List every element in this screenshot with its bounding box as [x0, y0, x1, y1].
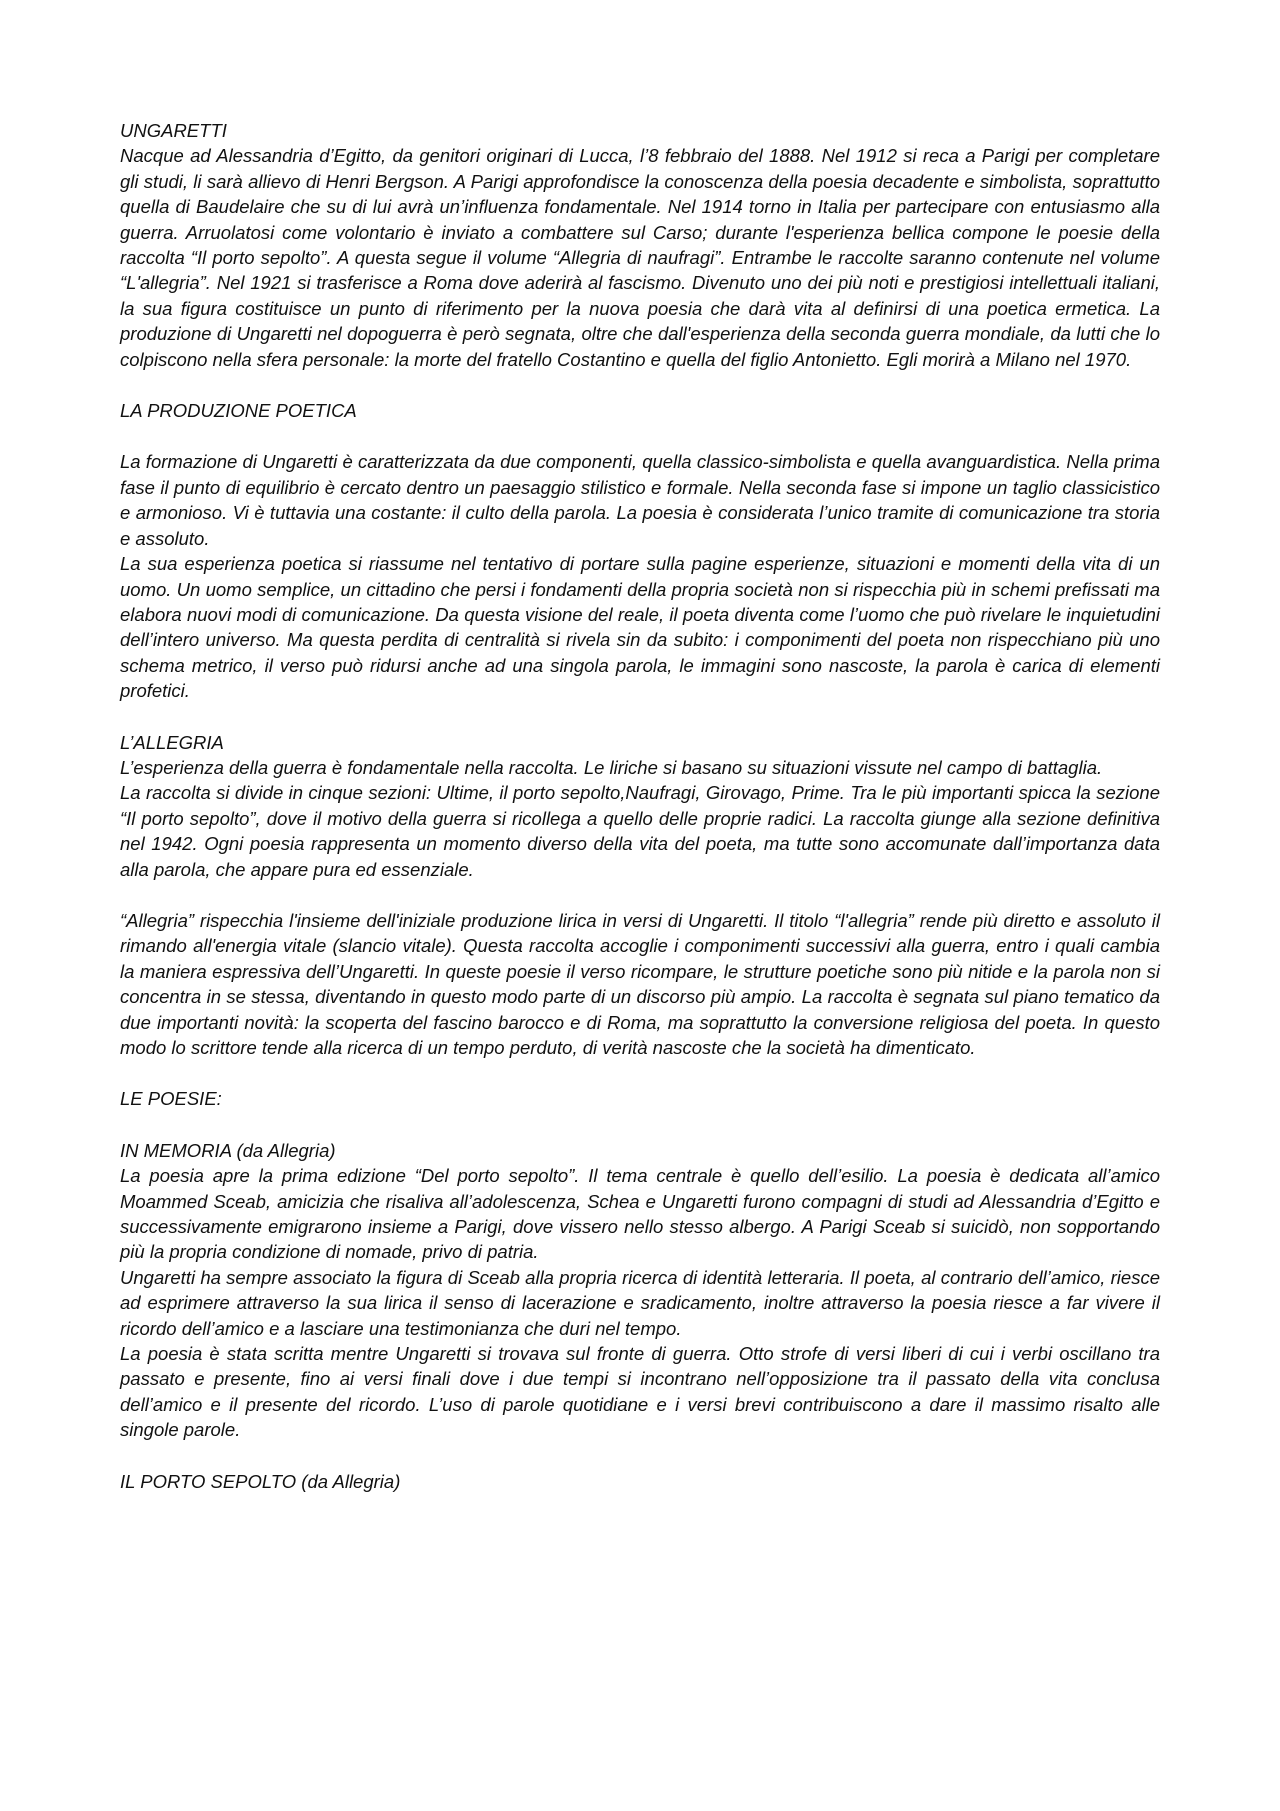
production-paragraph-2: La sua esperienza poetica si riassume nel tentativo di portare sulla pagine esperienze, situazioni e momenti della vita di un uomo. Un uomo semplice, un cittadino che persi i fondamenti della propria società non si rispecchia più in schemi prefissati ma elabora nuovi modi di comunicazione. Da questa visione del reale, il poeta diventa come l’uomo che può rivelare le inquietudini dell’intero universo. Ma questa perdita di centralità si rivela sin da subito: i componimenti del poeta non rispecchiano più uno schema metrico, il verso può ridursi anche ad una singola parola, le immagini sono nascoste, la parola è carica di elementi profetici.: [120, 553, 1160, 702]
in-memoria-paragraph-3: La poesia è stata scritta mentre Ungaretti si trovava sul fronte di guerra. Otto strofe di versi liberi di cui i verbi oscillano tra passato e presente, fino ai versi finali dove i due tempi si incontrano nell’opposizione tra il passato della vita conclusa dell’amico e il presente del ricordo. L’uso di parole quotidiane e i versi brevi contribuiscono a dare il massimo risalto alle singole parole.: [120, 1343, 1160, 1441]
allegria-paragraph-3: “Allegria” rispecchia l'insieme dell'iniziale produzione lirica in versi di Ungaretti. Il titolo “l'allegria” rende più diretto e assoluto il rimando all'energia vitale (slancio vitale). Questa raccolta accoglie i componimenti successivi alla guerra, entro i quali cambia la maniera espressiva dell’Ungaretti. In queste poesie il verso ricompare, le strutture poetiche sono più nitide e la parola non si concentra in se stessa, diventando in questo modo parte di un discorso più ampio. La raccolta è segnata sul piano tematico da due importanti novità: la scoperta del fascino barocco e di Roma, ma soprattutto la conversione religiosa del poeta. In questo modo lo scrittore tende alla ricerca di un tempo perduto, di verità nascoste che la società ha dimenticato.: [120, 909, 1160, 1058]
section-title-allegria: L’ALLEGRIA: [120, 731, 224, 753]
section-title-poems: LE POESIE:: [120, 1088, 222, 1110]
allegria-paragraph-1: L’esperienza della guerra è fondamentale nella raccolta. Le liriche si basano su situazioni vissute nel campo di battaglia.: [120, 756, 1103, 778]
section-title-ungaretti: UNGARETTI: [120, 120, 227, 141]
bio-paragraph: Nacque ad Alessandria d’Egitto, da genitori originari di Lucca, l’8 febbraio del 1888. Nel 1912 si reca a Parigi per completare gli studi, li sarà allievo di Henri Bergson. A Parigi approfondisce la conoscenza della poesia decadente e simbolista, soprattutto quella di Baudelaire che su di lui avrà un’influenza fondamentale. Nel 1914 torno in Italia per partecipare con entusiasmo alla guerra. Arruolatosi come volontario è inviato a combattere sul Carso; durante l'esperienza bellica compone le poesie della raccolta “Il porto sepolto”. A questa segue il volume “Allegria di naufragi”. Entrambe le raccolte saranno contenute nel volume “L'allegria”. Nel 1921 si trasferisce a Roma dove aderirà al fascismo. Divenuto uno dei più noti e prestigiosi intellettuali italiani, la sua figura costituisce un punto di riferimento per la nuova poesia che darà vita al definirsi di una poetica ermetica. La produzione di Ungaretti nel dopoguerra è però segnata, oltre che dall'esperienza della seconda guerra mondiale, da lutti che lo colpiscono nella sfera personale: la morte del fratello Costantino e quella del figlio Antonietto. Egli morirà a Milano nel 1970.: [120, 145, 1160, 370]
document-page: [120, 118, 1160, 1494]
section-title-production: LA PRODUZIONE POETICA: [120, 400, 357, 422]
allegria-paragraph-2: La raccolta si divide in cinque sezioni: Ultime, il porto sepolto,Naufragi, Girovago, Prime. Tra le più importanti spicca la sezione “Il porto sepolto”, dove il motivo della guerra si ricollega a quello delle proprie radici. La raccolta giunge alla sezione definitiva nel 1942. Ogni poesia rappresenta un momento diverso della vita del poeta, ma tutte sono accomunate dall’importanza data alla parola, che appare pura ed essenziale.: [120, 782, 1160, 880]
production-paragraph-1: La formazione di Ungaretti è caratterizzata da due componenti, quella classico-simbolista e quella avanguardistica. Nella prima fase il punto di equilibrio è cercato dentro un paesaggio stilistico e formale. Nella seconda fase si impone un taglio classicistico e armonioso. Vi è tuttavia una costante: il culto della parola. La poesia è considerata l’unico tramite di comunicazione tra storia e assoluto.: [120, 451, 1160, 549]
in-memoria-paragraph-2: Ungaretti ha sempre associato la figura di Sceab alla propria ricerca di identità letteraria. Il poeta, al contrario dell’amico, riesce ad esprimere attraverso la sua lirica il senso di lacerazione e sradicamento, inoltre attraverso la poesia riesce a far vivere il ricordo dell’amico e a lasciare una testimonianza che duri nel tempo.: [120, 1266, 1160, 1339]
in-memoria-paragraph-1: La poesia apre la prima edizione “Del porto sepolto”. Il tema centrale è quello dell’esilio. La poesia è dedicata all’amico Moammed Sceab, amicizia che risaliva all’adolescenza, Schea e Ungaretti furono compagni di studi ad Alessandria d’Egitto e successivamente emigrarono insieme a Parigi, dove vissero nello stesso albergo. A Parigi Sceab si suicidò, non sopportando più la propria condizione di nomade, privo di patria.: [120, 1165, 1160, 1263]
section-title-in-memoria: IN MEMORIA (da Allegria): [120, 1139, 336, 1161]
section-title-porto-sepolto: IL PORTO SEPOLTO (da Allegria): [120, 1470, 401, 1492]
